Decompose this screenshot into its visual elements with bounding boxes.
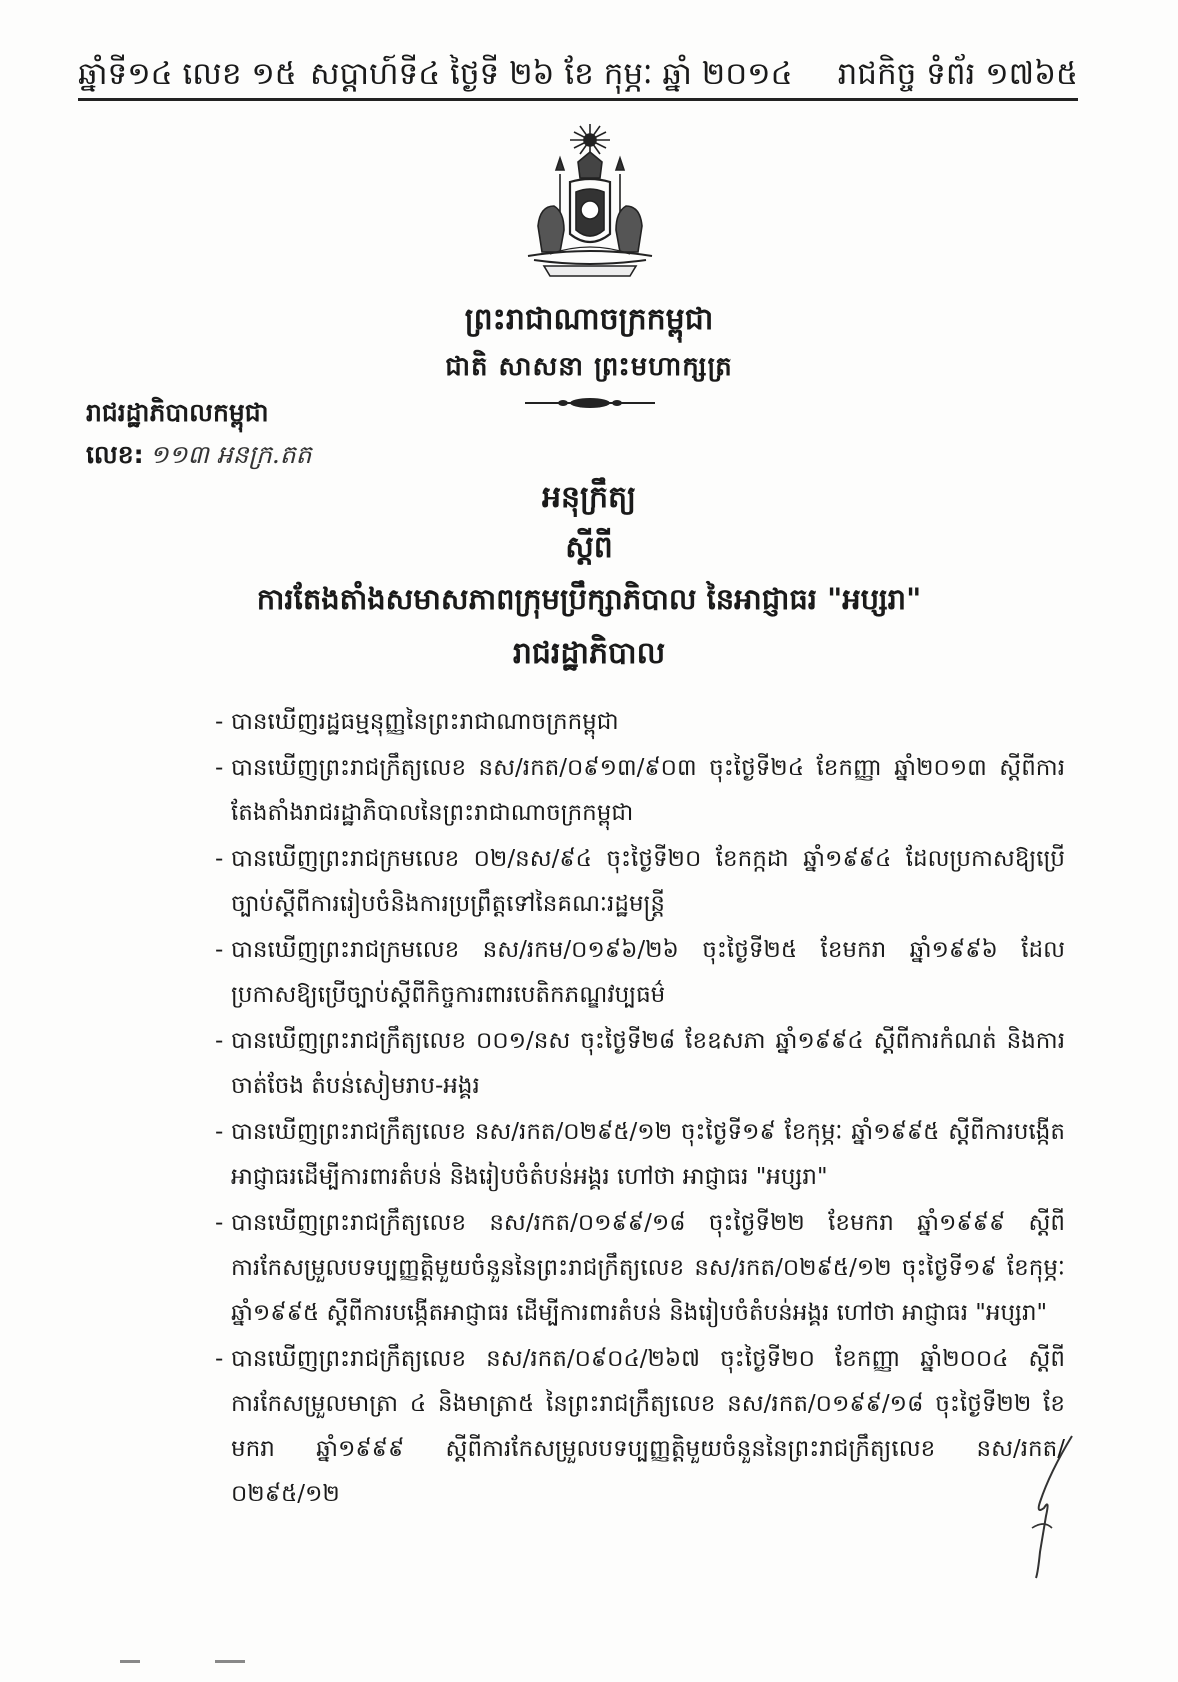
document-about: ស្ដីពី xyxy=(565,530,613,565)
preamble-item: - បានឃើញព្រះរាជក្រឹត្យលេខ នស/រកត/០២៩៥/១២ ចុះថ្ងៃទី១៩ ខែកុម្ភៈ ឆ្នាំ១៩៩៥ ស្ដីពីការបង្កើតអាជ្ញាធរដើម្បីការពារតំបន់ និងរៀបចំតំបន់អង្គរ ហៅថា អាជ្ញាធរ "អប្សរា" xyxy=(215,1119,1065,1190)
preamble-item: - បានឃើញព្រះរាជក្រឹត្យលេខ នស/រកត/០៩១៣/៩០៣ ចុះថ្ងៃទី២៤ ខែកញ្ញា ឆ្នាំ២០១៣ ស្ដីពីការតែងតាំងរាជរដ្ឋាភិបាលនៃព្រះរាជាណាចក្រកម្ពុជា xyxy=(215,755,1065,826)
header-rule xyxy=(78,98,1078,101)
preamble-item: - បានឃើញព្រះរាជក្រឹត្យលេខ នស/រកត/០១៩៩/១៨ ចុះថ្ងៃទី២២ ខែមករា ឆ្នាំ១៩៩៩ ស្ដីពីការកែសម្រួលបទប្បញ្ញត្តិមួយចំនួននៃព្រះរាជក្រឹត្យលេខ នស/រកត/០២៩៥/១២ ចុះថ្ងៃទី១៩ ខែកុម្ភៈ ឆ្នាំ១៩៩៥ ស្ដីពីការបង្កើតអាជ្ញាធរ ដើម្បីការពារតំបន់ និងរៀបចំតំបន់អង្គរ ហៅថា អាជ្ញាធរ "អប្សរា" xyxy=(215,1210,1065,1326)
document-subject: ការតែងតាំងសមាសភាពក្រុមប្រឹក្សាភិបាល នៃអាជ្ញាធរ "អប្សរា" xyxy=(256,582,922,616)
gazette-page-number: រាជកិច្ច ទំព័រ ១៧៦៥ xyxy=(837,56,1078,92)
preamble-item: - បានឃើញព្រះរាជក្រមលេខ ០២/នស/៩៤ ចុះថ្ងៃទី២០ ខែកក្កដា ឆ្នាំ១៩៩៤ ដែលប្រកាសឱ្យប្រើច្បាប់ស្ដីពីការរៀបចំនិងការប្រព្រឹត្តទៅនៃគណៈរដ្ឋមន្ត្រី xyxy=(215,846,1065,917)
issuing-government: រាជរដ្ឋាភិបាលកម្ពុជា xyxy=(86,398,269,427)
document-type: អនុក្រឹត្យ xyxy=(541,480,637,515)
scan-speck xyxy=(215,1660,245,1663)
ornament-divider-icon xyxy=(525,396,655,410)
reference-number-label: លេខ: xyxy=(86,440,144,469)
gazette-year-issue: ឆ្នាំទី១៤ លេខ ១៥ xyxy=(78,56,297,92)
royal-coat-of-arms-icon xyxy=(520,122,660,282)
preamble-item: - បានឃើញព្រះរាជក្រឹត្យលេខ នស/រកត/០៩០៤/២៦៧ ចុះថ្ងៃទី២០ ខែកញ្ញា ឆ្នាំ២០០៤ ស្ដីពីការកែសម្រួលមាត្រា ៤ និងមាត្រា៥ នៃព្រះរាជក្រឹត្យលេខ នស/រកត/០១៩៩/១៨ ចុះថ្ងៃទី២២ ខែមករា ឆ្នាំ១៩៩៩ ស្ដីពីការកែសម្រួលបទប្បញ្ញត្តិមួយចំនួននៃព្រះរាជក្រឹត្យលេខ នស/រកត/០២៩៥/១២ xyxy=(215,1346,1065,1507)
handwritten-initial-mark xyxy=(1010,1432,1080,1582)
gazette-date: សប្ដាហ៍ទី៤ ថ្ងៃទី ២៦ ខែ កុម្ភៈ ឆ្នាំ ២០១៤ xyxy=(310,56,793,92)
gazette-header xyxy=(78,52,1078,96)
preamble-item: - បានឃើញរដ្ឋធម្មនុញ្ញនៃព្រះរាជាណាចក្រកម្ពុជា xyxy=(215,709,619,735)
preamble-item: - បានឃើញព្រះរាជក្រមលេខ នស/រកម/០១៩៦/២៦ ចុះថ្ងៃទី២៥ ខែមករា ឆ្នាំ១៩៩៦ ដែលប្រកាសឱ្យប្រើច្បាប់ស្ដីពីកិច្ចការពារបេតិកភណ្ឌវប្បធម៌ xyxy=(215,937,1065,1008)
kingdom-name: ព្រះរាជាណាចក្រកម្ពុជា xyxy=(464,302,714,337)
national-motto: ជាតិ សាសនា ព្រះមហាក្សត្រ xyxy=(445,352,733,382)
reference-number xyxy=(86,440,312,476)
preamble-item: - បានឃើញព្រះរាជក្រឹត្យលេខ ០០១/នស ចុះថ្ងៃទី២៨ ខែឧសភា ឆ្នាំ១៩៩៤ ស្ដីពីការកំណត់ និងការចាត់ចែង តំបន់សៀមរាប-អង្គរ xyxy=(215,1028,1065,1099)
reference-number-value: ១១៣ អនក្រ.តត xyxy=(149,440,312,469)
preamble-list xyxy=(215,700,1065,1518)
scan-speck xyxy=(120,1660,140,1663)
issuing-body: រាជរដ្ឋាភិបាល xyxy=(512,636,666,671)
